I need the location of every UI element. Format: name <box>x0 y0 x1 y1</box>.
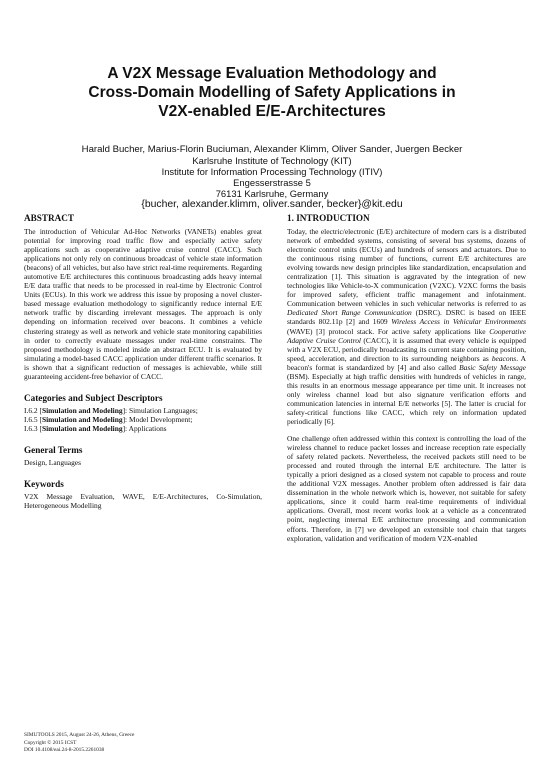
affiliation-city: 76131 Karlsruhe, Germany <box>215 188 329 199</box>
author-emails: {bucher, alexander.klimm, oliver.sander, becker}@kit.edu <box>141 199 403 210</box>
general-terms-heading: General Terms <box>24 444 83 455</box>
keywords-text: V2X Message Evaluation, WAVE, E/E-Architectures, Co-Simulation, Heterogeneous Modelling <box>24 491 262 511</box>
doi-line: DOI 10.4108/eai.24-8-2015.2261038 <box>24 747 105 753</box>
title-line-2: Cross-Domain Modelling of Safety Applications in <box>88 84 456 101</box>
affiliation-street: Engesserstrasse 5 <box>233 177 311 188</box>
general-terms-text: Design, Languages <box>24 457 82 467</box>
affiliation-institute: Institute for Information Processing Technology (ITIV) <box>161 166 383 177</box>
category-item: I.6.3 [Simulation and Modeling]: Applications <box>24 423 167 433</box>
left-column <box>24 213 262 510</box>
abstract-heading: ABSTRACT <box>24 213 75 223</box>
copyright-line: Copyright © 2015 ICST <box>24 739 77 746</box>
conference-line: SIMUTOOLS 2015, August 24-26, Athens, Greece <box>24 732 135 738</box>
paper-title <box>40 64 504 121</box>
title-line-3: V2X-enabled E/E-Architectures <box>158 103 386 120</box>
introduction-heading: 1. INTRODUCTION <box>287 213 370 223</box>
copyright-footer <box>24 732 264 755</box>
categories-list <box>24 406 262 433</box>
category-item: I.6.2 [Simulation and Modeling]: Simulation Languages; <box>24 405 198 415</box>
introduction-paragraph-2: One challenge often addressed within this context is controlling the load of the wireless channel to reduce packet losses and increase reception rate especially of safety related packets. Nevertheless, the received packets still need to be processed and routed through the internal E/E architecture. The latter is typically a priori designed as a closed system not capable to process and route the additional V2X messages. Another problem often addressed is fair data dissemination in the whole network which is, however, not suitable for safety applications, since it could harm real-time requirements of individual applications. Overall, most recent works look at a vehicle as a concentrated point, neglecting internal E/E architecture processing and communication efforts. Therefore, in [7] we developed an extensible tool chain that targets exploration, validation and verification of modern V2X-enabled <box>287 434 526 543</box>
keywords-heading: Keywords <box>24 478 64 489</box>
affiliation-institution: Karlsruhe Institute of Technology (KIT) <box>192 155 352 166</box>
author-block <box>20 144 524 211</box>
title-line-1: A V2X Message Evaluation Methodology and <box>107 65 437 82</box>
categories-heading: Categories and Subject Descriptors <box>24 392 163 403</box>
author-names: Harald Bucher, Marius-Florin Buciuman, Alexander Klimm, Oliver Sander, Juergen Becker <box>81 144 463 155</box>
introduction-paragraph-1: Today, the electric/electronic (E/E) architecture of modern cars is a distributed network of embedded systems, consisting of several bus systems, dozens of electronic control units (ECUs) and hundreds of sensors and actuators. Due to the continuous rising number of functions, current E/E architectures are evolving towards new design principles like standardization, encapsulation and centralization [1]. This situation is aggravated by the integration of new technologies like Vehicle-to-X communication (V2XC). V2XC forms the basis for improved safety, efficient traffic management and infotainment. Communication between vehicles in such vehicular networks is referred to as Dedicated Short Range Communication (DSRC). DSRC is based on IEEE standards 802.11p [2] and 1609 Wireless Access in Vehicular Environments (WAVE) [3] protocol stack. For active safety applications like Cooperative Adaptive Cruise Control (CACC), it is assumed that every vehicle is equipped with a V2X ECU, periodically broadcasting its current state containing position, speed, acceleration, and direction to its surrounding neighbors as beacons. A beacon's format is standardized by [4] and also called Basic Safety Message (BSM). Especially at high traffic densities with hundreds of vehicles in range, this results in an enormous message appearance per time unit. It increases not only wireless channel load but also signature verification efforts and communication latencies in internal E/E networks [5]. The latter is crucial for safety-critical functions like CACC, which rely on information updated periodically [6]. <box>287 227 527 426</box>
category-item: I.6.5 [Simulation and Modeling]: Model Development; <box>24 414 193 424</box>
right-column <box>287 213 526 543</box>
abstract-text: The introduction of Vehicular Ad-Hoc Networks (VANETs) enables great potential for improving road traffic flow and especially active safety applications such as cooperative adaptive cruise control (CACC). Such applications not only rely on continuous broadcast of vehicle state information (beacons) of all vehicles, but also have strict real-time requirements. Regarding automotive E/E architectures this continuous broadcasting adds heavy internal E/E data traffic that needs to be processed in real-time by Electronic Control Units (ECUs). In this work we address this issue by proposing a novel cluster-based message evaluation methodology to significantly reduce internal E/E network traffic by discarding irrelevant messages. The approach is only depending on information received over beacons. It combines a vehicle clustering strategy as well as network and vehicle state monitoring capabilities in order to correctly evaluate messages under real-time constraints. The proposed methodology is modeled inside an abstract ECU. It is evaluated by simulating a model-based CACC application under different traffic scenarios. It is shown that a significant reduction of messages is achievable, while still guaranteeing accident-free behavior of CACC. <box>24 227 262 381</box>
